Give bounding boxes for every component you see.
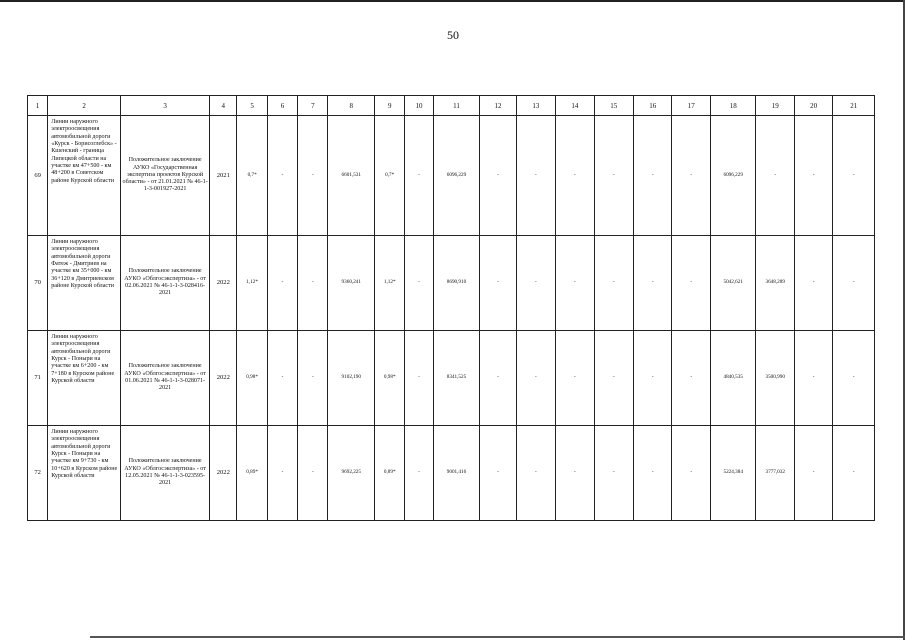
value-cell: -: [794, 426, 832, 521]
value-cell: -: [833, 331, 875, 426]
table-row: [28, 236, 875, 331]
value-cell: -: [634, 116, 672, 236]
value-cell: -: [634, 331, 672, 426]
header-cell: 7: [298, 96, 328, 116]
value-cell: -: [556, 426, 594, 521]
value-cell: -: [634, 426, 672, 521]
register-table: [27, 95, 875, 521]
value-cell: -: [672, 236, 710, 331]
table-row: [28, 426, 875, 521]
header-cell: 18: [710, 96, 756, 116]
header-cell: 16: [634, 96, 672, 116]
value-cell: -: [556, 236, 594, 331]
header-cell: 8: [328, 96, 375, 116]
header-cell: 3: [121, 96, 210, 116]
value-cell: -: [556, 331, 594, 426]
header-cell: 6: [267, 96, 297, 116]
header-cell: 4: [210, 96, 237, 116]
value-cell: 5042,621: [710, 236, 756, 331]
value-cell: -: [594, 116, 633, 236]
value-cell: 3777,032: [756, 426, 794, 521]
value-cell: -: [516, 236, 555, 331]
value-cell: -: [833, 116, 875, 236]
scan-edge-top: [0, 0, 905, 2]
object-name: Линии наружного электроосвещения автомобильной дороги Курск - Поныри на участке км 9+730 - км 10+620 в Курском районе Курской области: [48, 426, 121, 521]
value-cell: -: [833, 236, 875, 331]
table-row: [28, 116, 875, 236]
year-cell: 2021: [210, 116, 237, 236]
value-cell: 9692,225: [328, 426, 375, 521]
header-cell: 12: [480, 96, 516, 116]
value-cell: 4840,535: [710, 331, 756, 426]
value-cell: -: [267, 331, 297, 426]
value-cell: 6096,229: [433, 116, 480, 236]
header-cell: 21: [833, 96, 875, 116]
value-cell: 3500,990: [756, 331, 794, 426]
year-cell: 2022: [210, 236, 237, 331]
header-cell: 13: [516, 96, 555, 116]
value-cell: 8341,525: [433, 331, 480, 426]
value-cell: -: [405, 426, 433, 521]
value-cell: -: [480, 331, 516, 426]
header-cell: 17: [672, 96, 710, 116]
object-name: Линии наружного электроосвещения автомобильной дороги «Курск - Борисоглебск» - Кшенский - граница Липецкой области на участке км 47+500 - км 48+200 в Советском районе Курской области: [48, 116, 121, 236]
header-cell: 19: [756, 96, 794, 116]
row-number: 69: [28, 116, 48, 236]
value-cell: 5224,384: [710, 426, 756, 521]
year-cell: 2022: [210, 426, 237, 521]
value-cell: 9001,416: [433, 426, 480, 521]
value-cell: -: [298, 236, 328, 331]
object-name: Линии наружного электроосвещения автомобильной дороги Курск - Поныри на участке км 6+200 - км 7+180 в Курском районе Курской области: [48, 331, 121, 426]
value-cell: 8690,910: [433, 236, 480, 331]
value-cell: -: [672, 116, 710, 236]
value-cell: 0,7*: [237, 116, 267, 236]
value-cell: 0,98*: [237, 331, 267, 426]
year-cell: 2022: [210, 331, 237, 426]
value-cell: -: [267, 426, 297, 521]
value-cell: -: [594, 331, 633, 426]
value-cell: -: [298, 331, 328, 426]
page-number: 50: [447, 28, 459, 42]
row-number: 70: [28, 236, 48, 331]
value-cell: -: [298, 426, 328, 521]
value-cell: 9360,241: [328, 236, 375, 331]
value-cell: 1,12*: [375, 236, 405, 331]
header-row: [28, 96, 875, 116]
value-cell: -: [405, 116, 433, 236]
header-cell: 2: [48, 96, 121, 116]
row-number: 71: [28, 331, 48, 426]
expertise-document: Положительное заключение АУКО «Государственная экспертиза проектов Курской области» - от 21.01.2021 № 46-1-1-3-001927-2021: [121, 116, 210, 236]
object-name: Линии наружного электроосвещения автомобильной дороги Фатеж - Дмитриев на участке км 35+000 - км 36+120 в Дмитриевском районе Курской области: [48, 236, 121, 331]
value-cell: -: [480, 236, 516, 331]
value-cell: -: [794, 236, 832, 331]
value-cell: -: [556, 116, 594, 236]
value-cell: -: [480, 426, 516, 521]
value-cell: -: [516, 331, 555, 426]
value-cell: 0,7*: [375, 116, 405, 236]
value-cell: 1,12*: [237, 236, 267, 331]
value-cell: -: [516, 426, 555, 521]
expertise-document: Положительное заключение АУКО «Облгосэкспертиза» - от 02.06.2021 № 46-1-1-3-028416-2021: [121, 236, 210, 331]
value-cell: -: [833, 426, 875, 521]
value-cell: 0,89*: [375, 426, 405, 521]
header-cell: 11: [433, 96, 480, 116]
value-cell: -: [516, 116, 555, 236]
header-cell: 20: [794, 96, 832, 116]
value-cell: -: [672, 426, 710, 521]
header-cell: 1: [28, 96, 48, 116]
value-cell: 0,89*: [237, 426, 267, 521]
value-cell: -: [405, 236, 433, 331]
value-cell: -: [594, 236, 633, 331]
value-cell: 3648,289: [756, 236, 794, 331]
header-cell: 10: [405, 96, 433, 116]
header-cell: 9: [375, 96, 405, 116]
value-cell: -: [794, 116, 832, 236]
value-cell: -: [756, 116, 794, 236]
value-cell: -: [480, 116, 516, 236]
header-cell: 15: [594, 96, 633, 116]
value-cell: -: [298, 116, 328, 236]
value-cell: -: [794, 331, 832, 426]
value-cell: 6096,229: [710, 116, 756, 236]
header-cell: 14: [556, 96, 594, 116]
row-number: 72: [28, 426, 48, 521]
expertise-document: Положительное заключение АУКО «Облгосэкспертиза» - от 12.05.2021 № 46-1-1-3-023595-2021: [121, 426, 210, 521]
value-cell: -: [594, 426, 633, 521]
value-cell: 6601,531: [328, 116, 375, 236]
value-cell: 9102,190: [328, 331, 375, 426]
value-cell: -: [634, 236, 672, 331]
value-cell: -: [267, 236, 297, 331]
value-cell: -: [672, 331, 710, 426]
value-cell: -: [267, 116, 297, 236]
value-cell: -: [405, 331, 433, 426]
value-cell: 0,98*: [375, 331, 405, 426]
table-row: [28, 331, 875, 426]
header-cell: 5: [237, 96, 267, 116]
scan-edge-bottom: [90, 636, 905, 638]
expertise-document: Положительное заключение АУКО «Облгосэкспертиза» - от 01.06.2021 № 46-1-1-3-028071-2021: [121, 331, 210, 426]
